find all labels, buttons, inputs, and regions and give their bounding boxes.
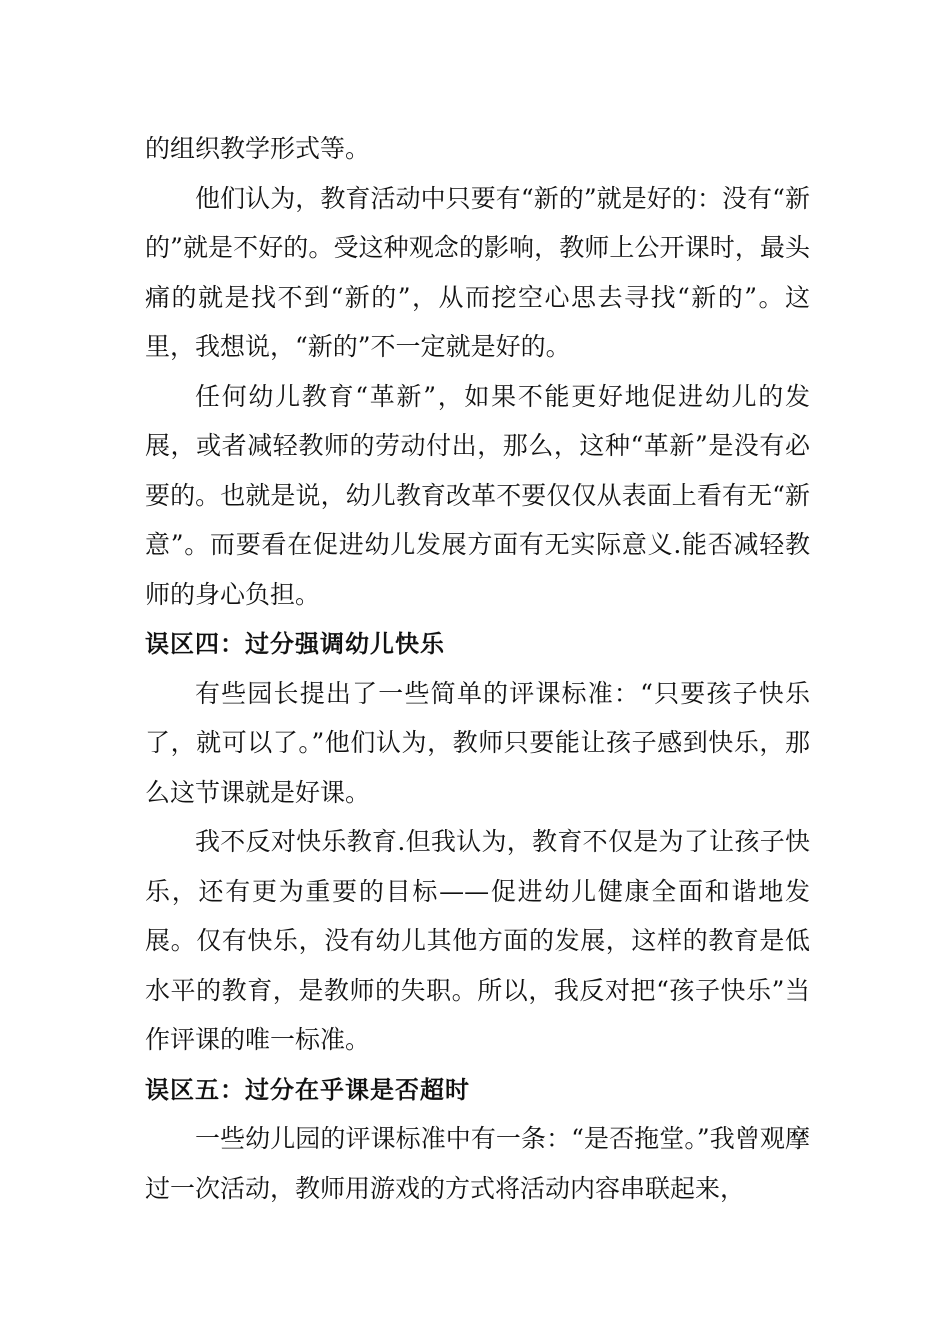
paragraph-2: 他们认为，教育活动中只要有“新的”就是好的：没有“新的”就是不好的。受这种观念的影响，教师上公开课时，最头痛的就是找不到“新的”，从而挖空心思去寻找“新的”。这里，我想说，“新的”不一定就是好的。: [145, 183, 810, 361]
paragraph-5: 我不反对快乐教育.但我认为，教育不仅是为了让孩子快乐，还有更为重要的目标——促进幼儿健康全面和谐地发展。仅有快乐，没有幼儿其他方面的发展，这样的教育是低水平的教育，是教师的失职。所以，我反对把“孩子快乐”当作评课的唯一标准。: [145, 827, 810, 1054]
paragraph-1: 的组织教学形式等。: [145, 134, 371, 163]
paragraph-3: 任何幼儿教育“革新”，如果不能更好地促进幼儿的发展，或者减轻教师的劳动付出，那么，这种“革新”是没有必要的。也就是说，幼儿教育改革不要仅仅从表面上看有无“新意”。而要看在促进幼儿发展方面有无实际意义.能否减轻教师的身心负担。: [145, 381, 810, 609]
section-heading-4: 误区四：过分强调幼儿快乐: [145, 629, 445, 658]
document-body: [145, 124, 810, 1213]
paragraph-4: 有些园长提出了一些简单的评课标准：“只要孩子快乐了，就可以了。”他们认为，教师只要能让孩子感到快乐，那么这节课就是好课。: [145, 678, 810, 807]
paragraph-6: 一些幼儿园的评课标准中有一条：“是否拖堂。”我曾观摩过一次活动，教师用游戏的方式将活动内容串联起来，: [145, 1124, 810, 1203]
section-heading-5: 误区五：过分在乎课是否超时: [145, 1074, 470, 1104]
